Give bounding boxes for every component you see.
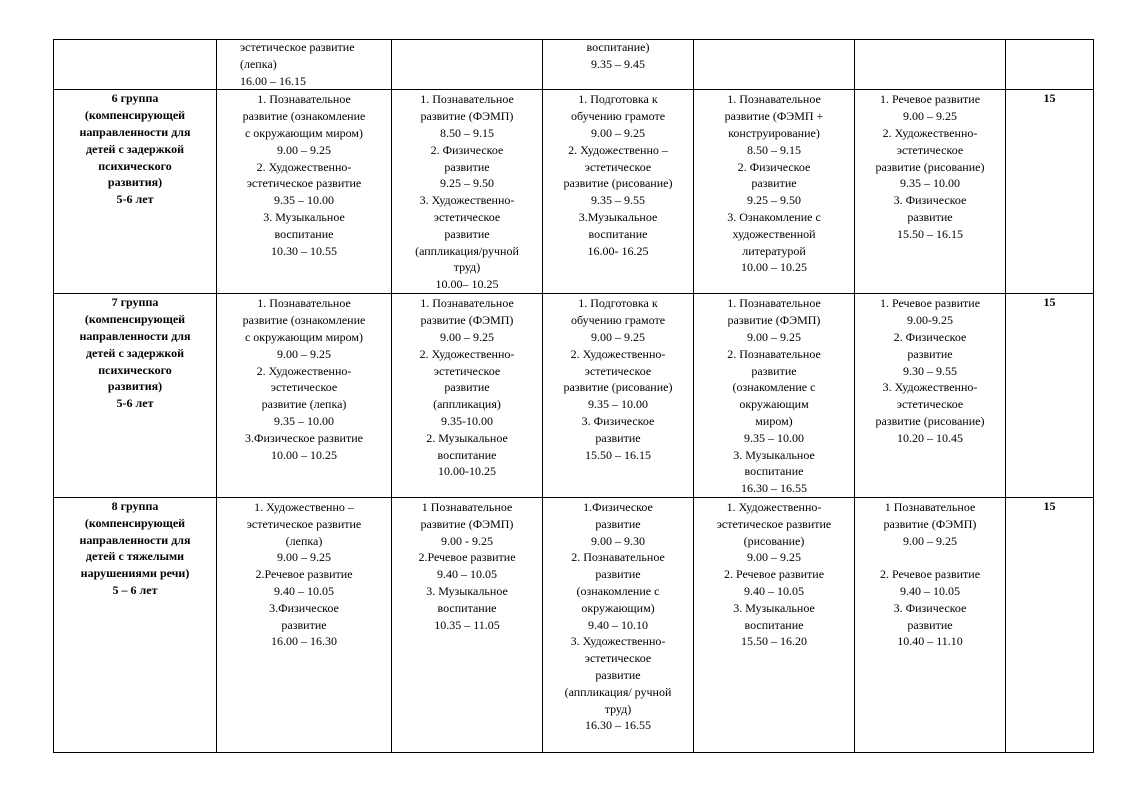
text-line: (аппликация/ручной <box>415 243 519 258</box>
text-line: 9.35 – 10.00 <box>900 176 960 191</box>
text-line: 7 группа <box>111 295 159 310</box>
text-line: 2. Познавательное <box>571 550 665 565</box>
text-line: 9.00 – 9.25 <box>747 550 801 565</box>
text-line: 10.00– 10.25 <box>435 277 499 292</box>
text-line: 9.00 – 9.25 <box>277 550 331 565</box>
text-line: (ознакомление с <box>576 583 660 598</box>
text-line: труд) <box>453 260 481 275</box>
tuesday-cell <box>392 497 543 752</box>
text-line: 16.00- 16.25 <box>587 243 649 258</box>
text-line: 2. Речевое развитие <box>723 567 825 582</box>
text-line: 2.Речевое развитие <box>255 567 353 582</box>
text-line: 9.35-10.00 <box>441 413 493 428</box>
text-line: 9.35 – 10.00 <box>588 397 648 412</box>
lesson-count: 15 <box>1006 497 1094 752</box>
text-line: 3. Художественно- <box>570 634 666 649</box>
text-line: развитие (ФЭМП) <box>883 516 977 531</box>
text-line: 9.35 – 10.00 <box>744 430 804 445</box>
text-line: 1. Речевое развитие <box>879 92 981 107</box>
text-line: 9.35 – 10.00 <box>274 413 334 428</box>
text-line: 3.Физическое <box>269 600 339 615</box>
friday-cell <box>855 90 1006 294</box>
text-line: развития) <box>107 175 163 190</box>
group-title <box>54 498 216 599</box>
text-line: детей с тяжелыми <box>85 549 185 564</box>
table-row <box>54 90 1094 294</box>
text-line: развитие (рисование) <box>563 176 673 191</box>
text-line: нарушениями речи) <box>80 566 190 581</box>
text-line: 9.40 – 10.05 <box>274 583 334 598</box>
text-line: 10.35 – 11.05 <box>434 617 500 632</box>
tuesday-cell <box>392 294 543 498</box>
text-line: 9.35 – 9.45 <box>591 56 645 71</box>
text-line: 9.40 – 10.05 <box>744 583 804 598</box>
text-line: 15.50 – 16.15 <box>585 447 651 462</box>
text-line: художественной <box>732 226 816 241</box>
text-line: (компенсирующей <box>84 515 186 530</box>
text-line: направленности для <box>79 328 191 343</box>
text-line: 10.00 – 10.25 <box>741 260 807 275</box>
lesson-list <box>855 294 1005 446</box>
text-line: 9.35 – 10.00 <box>274 193 334 208</box>
text-line: (ознакомление с <box>732 380 816 395</box>
text-line: 1. Художественно- <box>726 499 822 514</box>
text-line: развитие (рисование) <box>563 380 673 395</box>
table-row <box>54 40 1094 90</box>
lesson-list <box>694 498 854 650</box>
text-line: 3. Ознакомление с <box>727 209 821 224</box>
text-line: 8.50 – 9.15 <box>747 142 801 157</box>
text-line: эстетическое развитие <box>716 516 832 531</box>
text-line: эстетическое развитие <box>240 40 355 54</box>
text-line: 2. Художественно- <box>570 346 666 361</box>
text-line: развитие (лепка) <box>261 397 347 412</box>
text-line: воспитание <box>744 617 804 632</box>
text-line: 3. Музыкальное <box>263 209 345 224</box>
text-line: 10.30 – 10.55 <box>271 243 337 258</box>
text-line: 9.00 – 9.25 <box>747 329 801 344</box>
wednesday-cell <box>543 90 694 294</box>
text-line: 1. Познавательное <box>420 92 514 107</box>
lesson-list <box>217 294 391 463</box>
wednesday-cell <box>543 40 694 90</box>
text-line: развитие <box>907 617 953 632</box>
text-line: развитие <box>751 363 797 378</box>
text-line: 16.00 – 16.30 <box>271 634 337 649</box>
text-line: эстетическое развитие <box>246 176 362 191</box>
group-title <box>54 294 216 412</box>
text-line: 9.00 – 9.25 <box>591 329 645 344</box>
tuesday-cell <box>392 90 543 294</box>
lesson-list <box>543 40 693 73</box>
text-line: воспитание <box>274 226 334 241</box>
schedule-table <box>53 39 1094 753</box>
wednesday-cell <box>543 294 694 498</box>
text-line: с окружающим миром) <box>244 329 364 344</box>
table-row <box>54 497 1094 752</box>
text-line: воспитание <box>588 226 648 241</box>
text-line: (аппликация/ ручной <box>564 684 672 699</box>
text-line: эстетическое <box>584 651 652 666</box>
group-name-cell <box>54 90 217 294</box>
text-line: воспитание) <box>586 40 650 54</box>
lesson-count: 15 <box>1006 294 1094 498</box>
text-line: развитие (рисование) <box>875 159 985 174</box>
text-line: 5-6 лет <box>116 192 154 207</box>
text-line: воспитание <box>744 464 804 479</box>
text-line: направленности для <box>79 532 191 547</box>
tuesday-cell <box>392 40 543 90</box>
text-line: 10.20 – 10.45 <box>897 430 963 445</box>
text-line: развитие (ФЭМП + <box>724 109 824 124</box>
lesson-count: 15 <box>1006 90 1094 294</box>
text-line: конструирование) <box>728 125 820 140</box>
text-line: 2. Познавательное <box>727 346 821 361</box>
text-line: 9.00-9.25 <box>907 313 953 328</box>
text-line: литературой <box>742 243 806 258</box>
text-line: развитие <box>751 176 797 191</box>
text-line: 1. Подготовка к <box>578 92 658 107</box>
text-line: 5-6 лет <box>116 396 154 411</box>
text-line: 8 группа <box>111 498 159 513</box>
text-line: 15.50 – 16.20 <box>741 634 807 649</box>
text-line: эстетическое <box>270 380 338 395</box>
text-line: (компенсирующей <box>84 312 186 327</box>
friday-cell <box>855 40 1006 90</box>
text-line: развитие <box>595 430 641 445</box>
text-line: 2. Речевое развитие <box>879 567 981 582</box>
text-line: обучению грамоте <box>570 313 666 328</box>
group-name-cell <box>54 497 217 752</box>
thursday-cell <box>694 497 855 752</box>
text-line: труд) <box>604 701 632 716</box>
lesson-list <box>217 90 391 259</box>
text-line: эстетическое <box>896 142 964 157</box>
text-line: 3.Музыкальное <box>578 209 658 224</box>
thursday-cell <box>694 40 855 90</box>
monday-cell <box>217 90 392 294</box>
text-line: 9.00 – 9.25 <box>591 125 645 140</box>
lesson-list <box>543 90 693 259</box>
text-line: 9.40 – 10.05 <box>900 583 960 598</box>
text-line: 9.25 – 9.50 <box>747 193 801 208</box>
text-line <box>855 549 1005 566</box>
text-line: развитие (рисование) <box>875 413 985 428</box>
group-name-cell <box>54 294 217 498</box>
text-line: 9.00 – 9.25 <box>903 109 957 124</box>
text-line: детей с задержкой <box>85 345 185 360</box>
lesson-list <box>855 498 1005 650</box>
monday-cell <box>217 294 392 498</box>
group-title <box>54 90 216 208</box>
text-line: 1 Познавательное <box>421 499 513 514</box>
text-line: окружающим <box>739 397 809 412</box>
text-line: 9.00 – 9.25 <box>277 346 331 361</box>
text-line: 2. Физическое <box>430 142 504 157</box>
text-line: развитие <box>444 159 490 174</box>
friday-cell <box>855 497 1006 752</box>
text-line: психического <box>98 158 172 173</box>
text-line: эстетическое <box>896 397 964 412</box>
text-line: направленности для <box>79 124 191 139</box>
text-line: 9.00 – 9.25 <box>440 329 494 344</box>
count-cell <box>1006 40 1094 90</box>
thursday-cell <box>694 294 855 498</box>
text-line: 2. Художественно – <box>568 142 668 157</box>
text-line: 5 – 6 лет <box>112 582 158 597</box>
text-line: 9.35 – 9.55 <box>591 193 645 208</box>
lesson-list <box>694 90 854 276</box>
text-line: 3. Физическое <box>893 193 967 208</box>
text-line: 1. Речевое развитие <box>879 296 981 311</box>
text-line: 10.00 – 10.25 <box>271 447 337 462</box>
text-line: 1.Физическое <box>583 499 653 514</box>
text-line: (лепка) <box>285 533 323 548</box>
text-line: развитие <box>595 667 641 682</box>
text-line: развитие <box>907 209 953 224</box>
text-line: (рисование) <box>743 533 805 548</box>
text-line: развитие <box>907 346 953 361</box>
text-line: 15.50 – 16.15 <box>897 226 963 241</box>
text-line: 2. Художественно- <box>256 363 352 378</box>
text-line: 16.30 – 16.55 <box>585 718 651 733</box>
text-line: 6 группа <box>111 91 159 106</box>
text-line: 3.Физическое развитие <box>245 430 363 445</box>
text-line: 16.00 – 16.15 <box>240 73 306 88</box>
text-line: 1. Художественно – <box>254 499 354 514</box>
text-line: развитие (ФЭМП) <box>420 516 514 531</box>
lesson-list <box>543 498 693 734</box>
text-line: 10.40 – 11.10 <box>897 634 963 649</box>
text-line: развитие (ФЭМП) <box>727 313 821 328</box>
text-line: развитие <box>595 567 641 582</box>
text-line: развитие (ФЭМП) <box>420 109 514 124</box>
text-line: (аппликация) <box>433 397 501 412</box>
text-line: 9.30 – 9.55 <box>903 363 957 378</box>
text-line: 9.00 – 9.25 <box>277 142 331 157</box>
text-line: детей с задержкой <box>85 141 185 156</box>
lesson-list <box>543 294 693 463</box>
text-line: 3. Художественно- <box>882 380 978 395</box>
lesson-list <box>694 294 854 497</box>
text-line: 1. Познавательное <box>257 296 351 311</box>
text-line: окружающим) <box>581 600 655 615</box>
text-line: 1. Познавательное <box>420 296 514 311</box>
text-line: эстетическое <box>433 209 501 224</box>
lesson-list <box>392 294 542 480</box>
text-line: развитие <box>595 516 641 531</box>
lesson-list <box>392 90 542 293</box>
text-line: 16.30 – 16.55 <box>741 481 807 496</box>
text-line: 9.00 - 9.25 <box>441 533 493 548</box>
text-line: воспитание <box>437 447 497 462</box>
text-line: развитие (ФЭМП) <box>420 313 514 328</box>
text-line: 2. Музыкальное <box>426 430 508 445</box>
text-line: 3. Музыкальное <box>426 583 508 598</box>
text-line: 1 Познавательное <box>884 499 976 514</box>
lesson-list <box>217 498 391 650</box>
text-line: 10.00-10.25 <box>438 464 496 479</box>
lesson-list <box>392 498 542 633</box>
text-line: 8.50 – 9.15 <box>440 125 494 140</box>
text-line: 2. Художественно- <box>256 159 352 174</box>
text-line: 1. Познавательное <box>257 92 351 107</box>
text-line: 1. Познавательное <box>727 296 821 311</box>
text-line: 2. Физическое <box>737 159 811 174</box>
text-line: эстетическое <box>584 159 652 174</box>
text-line: (компенсирующей <box>84 108 186 123</box>
text-line: 3. Художественно- <box>419 193 515 208</box>
text-line: психического <box>98 362 172 377</box>
text-line: 2. Физическое <box>893 329 967 344</box>
text-line: 2.Речевое развитие <box>418 550 516 565</box>
text-line: 1. Познавательное <box>727 92 821 107</box>
text-line: воспитание <box>437 600 497 615</box>
text-line: (лепка) <box>240 56 277 71</box>
text-line: развитие <box>444 380 490 395</box>
text-line: 2. Художественно- <box>882 125 978 140</box>
text-line: развитие (ознакомление <box>242 109 366 124</box>
text-line: развитие (ознакомление <box>242 313 366 328</box>
text-line: эстетическое <box>433 363 501 378</box>
text-line: развитие <box>444 226 490 241</box>
group-cell <box>54 40 217 90</box>
text-line: 9.40 – 10.10 <box>588 617 648 632</box>
lesson-list <box>217 40 391 90</box>
text-line: 9.40 – 10.05 <box>437 567 497 582</box>
text-line: с окружающим миром) <box>244 125 364 140</box>
thursday-cell <box>694 90 855 294</box>
monday-cell <box>217 497 392 752</box>
wednesday-cell <box>543 497 694 752</box>
text-line: развитие <box>281 617 327 632</box>
text-line: эстетическое <box>584 363 652 378</box>
text-line: развития) <box>107 379 163 394</box>
text-line: 9.25 – 9.50 <box>440 176 494 191</box>
text-line: 9.00 – 9.25 <box>903 533 957 548</box>
text-line: 1. Подготовка к <box>578 296 658 311</box>
text-line: 3. Музыкальное <box>733 600 815 615</box>
monday-cell <box>217 40 392 90</box>
text-line: 3. Физическое <box>893 600 967 615</box>
text-line: миром) <box>755 413 793 428</box>
text-line: 3. Физическое <box>581 413 655 428</box>
text-line: обучению грамоте <box>570 109 666 124</box>
friday-cell <box>855 294 1006 498</box>
table-row <box>54 294 1094 498</box>
text-line: 9.00 – 9.30 <box>591 533 645 548</box>
text-line: 2. Художественно- <box>419 346 515 361</box>
lesson-list <box>855 90 1005 242</box>
text-line: 3. Музыкальное <box>733 447 815 462</box>
text-line: эстетическое развитие <box>246 516 362 531</box>
